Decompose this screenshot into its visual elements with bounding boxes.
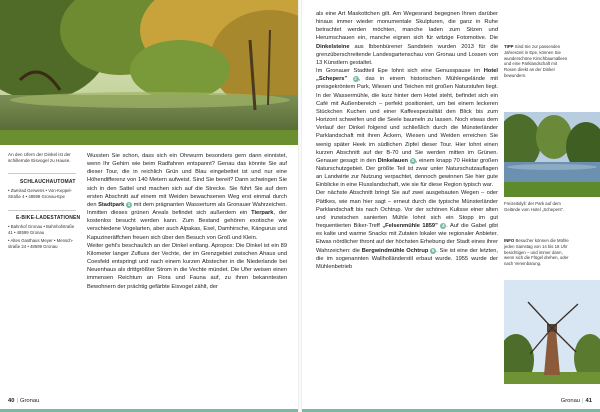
right-body-text: [316, 10, 498, 271]
park-photo: [0, 0, 298, 145]
stadtpark-label: Stadtpark: [98, 201, 125, 208]
body-part: , einem knapp 70 Hektar großen Naturschutzgebiet. Der größte Teil ist zwar unter Naturschutzauflagen an Landwirte zur Nutzung verpachtet, dennoch gewinnen Sie hier gute Einblicke in eine Flusslandschaft, wie sie für diese Region typisch war.: [316, 157, 498, 189]
tip-text: Sind Sie zur passenden Jahreszeit in Epe, können Sie wunderschöne Kirschbaumalleen und eine Parklandschaft mit Rosen direkt an der Dinkel bewundern.: [504, 44, 568, 78]
left-page: [0, 0, 298, 412]
hotel-label: Hotel „Schepers": [316, 68, 498, 83]
page-separator: |: [16, 398, 18, 404]
hotel-park-photo: [504, 112, 600, 197]
info-label: INFO: [504, 238, 515, 243]
photo-caption: An den Ufern der Dinkel ist der schillernde Eisvogel zu Hause.: [8, 152, 71, 163]
tip-box: [504, 44, 568, 79]
body-paragraph: Weiter geht's beschaulich an der Dinkel entlang. Apropos: Die Dinkel ist ein 89 Kilometer langer Zufluss der Vechte, der im Grenzgebiet zwischen Ahaus und Coesfeld entspringt und nach einem kurzen Abstecher in die Niederlande bei Neuenhaus als drittgrößter Strom in die Vechte mündet. Die Ufer weisen einen immensen Reichtum an Flora und Fauna auf, zu ihren bekanntesten Bewohnern der prächtig gefärbte Eisvogel zählt, der: [87, 242, 287, 290]
lade-text-1: • Bahnhof Gronau • Bahnhofstraße 41 • 48599 Gronau: [8, 224, 75, 235]
body-part: . Sie ist eine der letzten, die im sogenannten Wallholländerstil erbaut wurde. 1955 wurde der Mühlenbetrieb: [316, 247, 498, 270]
right-page-number: [561, 398, 592, 404]
tip-label: TIPP: [504, 44, 514, 49]
schlauch-text: • Zweirad Gerwens • Von-Keppel-Straße 4 • 48599 Gronau-Epe: [8, 188, 72, 199]
body-part: mit dem prägnanten Wasserturm als Gronauer Wahrzeichen. Inmitten dieses grünen Areals befindet sich außerdem ein: [87, 201, 287, 217]
dinkelauen-label: Dinkelauen: [377, 157, 408, 164]
left-page-number: [8, 398, 39, 404]
body-part: , das in einem historischen Mühlengelände mit preisgekröntem Park, Wiesen und Teichen mit großen Naturstufen liegt. In der Wassermühle, die kurz hinter dem Hotel steht, befindet sich ein Café mit Außenbereich – perfekt positioniert, um bei einem leckeren Stückchen Kuchen und einer Kaffeespezialität den Blick bis zum Horizont schweifen und die Seele baumeln zu lassen. Noch etwas dem Verlauf der Dinkel folgend und schließlich durch die Münsterländer Parklandschaft mit ihren Äckern, Wiesen und Weiden erreichen Sie wenig später Heek im südlichen Zipfel dieser Tour. Hier lohnt einen kurzen Abschnitt auf der B-70 und Sie werden mitten im Grünen. Genauer gesagt: in den: [316, 76, 498, 164]
lade-text-2: • Altes Gasthaus Meyer • Menschstraße 24 • 48599 Gronau: [8, 238, 74, 249]
body-part: Wussten Sie schon, dass sich ein Ohrwurm besonders gern dann einnistet, wenn Ihr Gehirn wie beim Radfahren entspannt? Genau das könnte Sie auf dieser Tour, die in reichlich Grün und Blau eingebettet ist und nur eine Höhendifferenz von 140 Metern aufweist. Sind Sie bereit? Dann schwingen Sie sich in den Sattel und machen sich auf die Strecke. Sie führt Sie auf dem ersten Abschnitt auf einem mit Weiden bewachsenen Weg erst einmal durch den: [87, 153, 287, 208]
page-label: Gronau: [19, 398, 40, 404]
body-part: als eine Art Maskottchen gilt. Am Wegesrand begegnen Ihnen darüber hinaus immer wieder monumentale Skulpturen, die ganz in Ruhe betrachtet werden möchten, manche laden zum Sitzen und Herumschauen ein, manche eignen sich für witzige Fotomotive. Die: [316, 11, 498, 42]
marker-1: 1: [127, 201, 131, 207]
windmill-photo: [504, 280, 600, 384]
dinkelsteine-label: Dinkelsteine: [316, 43, 350, 50]
info-box: [504, 238, 574, 267]
body-part: Der nächste Abschnitt bringt Sie auf zwei ausgebauten Wegen – oder Pättkes, wie man hier sagt – erneut durch die typische Münsterländer Parklandschaft bis nach Ochtrup. Vor der schönen Kulisse einer alten und inzwischen sanierten Mühle lohnt sich ein Stopp im gut frequentierten Biker-Treff: [316, 190, 498, 230]
marker-4: 4: [442, 223, 445, 229]
page-number: 40: [8, 398, 15, 404]
photo2-caption: Freizeitidyll: der Park auf dem Gelände vom Hotel „Schepers".: [504, 201, 565, 212]
body-part: . Auf die Gabel gibt es kalte und warme Snacks mit Zutaten lokaler wie regionaler Anbieter. Etwas nördlicher thront auf der höchsten Erhebung der Stadt eines ihrer Wahrzeichen: die: [316, 223, 498, 254]
page-separator: |: [582, 398, 584, 404]
lade-heading: E-BIKE-LADESTATIONEN: [16, 215, 81, 221]
sidebar-divider: [8, 173, 76, 174]
felsenmuehle-label: „Felsenmühle 1859": [382, 223, 438, 230]
info-text: Besucher können die Mühle jeden Samstag von 14 bis 18 Uhr besichtigen – und immer dann, wenn sich die Flügel drehen, oder nach Vereinbarung.: [504, 238, 569, 267]
page-number: 41: [585, 398, 592, 404]
body-part: aus Ibbenbürener Sandstein wurden 2013 für die grenzüberschreitende Landesgartenschau von Gronau und Lossen von 13 Künstlern gestaltet.: [316, 43, 498, 66]
body-part: , der kostenlos besucht werden kann. Zum Bestand gehören exotische wie verschiedene Vogelarten, aber auch Alpakas, Esel, Damhirsche, Kängurus und Kapuzineräffchen freuen sich über den Besuch von Groß und Klein.: [87, 210, 287, 241]
marker-3: 3: [411, 157, 414, 163]
page-label: Gronau: [560, 398, 581, 404]
tierpark-label: Tierpark: [251, 210, 274, 217]
marker-2: 2: [354, 76, 357, 82]
bergwind-label: Bergwindmühle Ochtrup: [361, 247, 429, 254]
sidebar-divider: [8, 210, 76, 211]
marker-5: 5: [431, 247, 435, 253]
left-body-text: [87, 152, 287, 291]
body-part: Im Gronauer Stadtteil Epe lohnt sich eine Genusspause im: [316, 68, 484, 75]
right-page: [302, 0, 600, 412]
schlauch-heading: SCHLAUCHAUTOMAT: [20, 179, 76, 185]
